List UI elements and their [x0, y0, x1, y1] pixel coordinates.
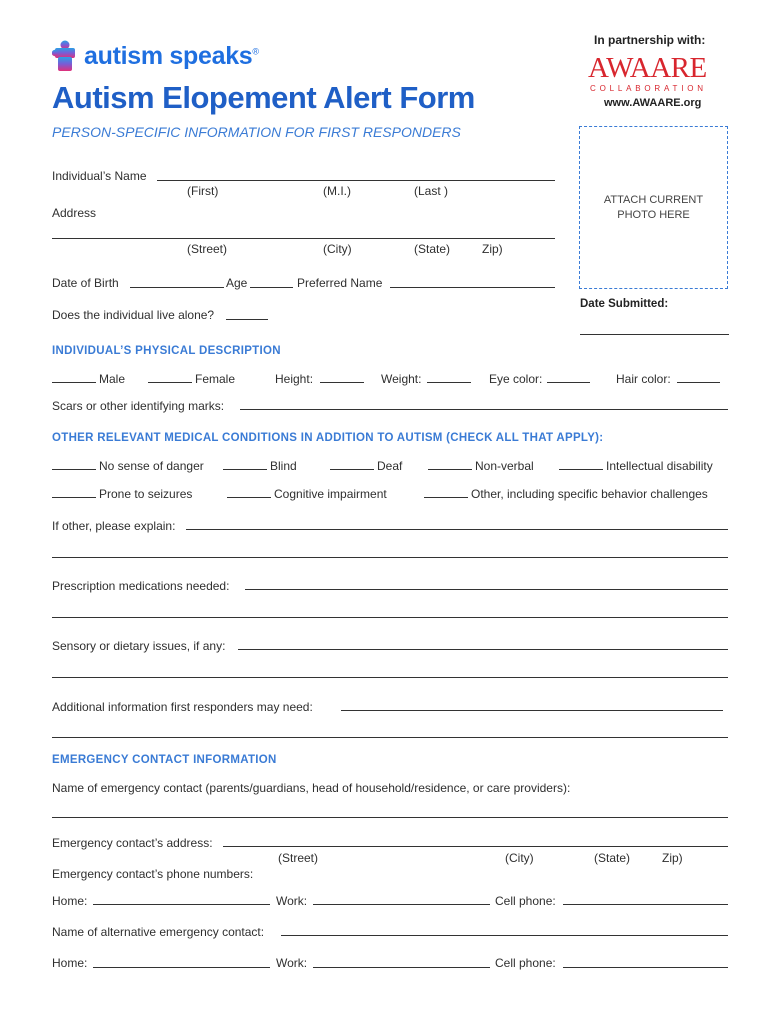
name-first-caption: (First)	[187, 184, 219, 198]
other-behavior-checkbox[interactable]	[424, 497, 468, 498]
deaf-checkbox[interactable]	[330, 469, 374, 470]
sensory-label: Sensory or dietary issues, if any:	[52, 639, 226, 653]
emergency-phones-label: Emergency contact’s phone numbers:	[52, 867, 254, 881]
sensory-field[interactable]	[238, 649, 728, 650]
address-city-caption: (City)	[323, 242, 352, 256]
physical-section-heading: INDIVIDUAL’S PHYSICAL DESCRIPTION	[52, 345, 281, 357]
photo-upload-box[interactable]	[579, 126, 728, 289]
address-label: Address	[52, 206, 97, 220]
male-label: Male	[99, 372, 126, 386]
eye-color-label: Eye color:	[489, 372, 543, 386]
emergency-street-caption: (Street)	[278, 851, 319, 865]
partner-url[interactable]: www.AWAARE.org	[604, 97, 702, 109]
emergency-address-field[interactable]	[223, 846, 728, 847]
emergency-state-caption: (State)	[594, 851, 631, 865]
name-last-caption: (Last )	[414, 184, 449, 198]
alt-contact-field[interactable]	[281, 935, 728, 936]
live-alone-field[interactable]	[226, 319, 268, 320]
hair-color-field[interactable]	[677, 382, 720, 383]
scars-label: Scars or other identifying marks:	[52, 399, 225, 413]
photo-box-text-line1: ATTACH CURRENT	[603, 194, 704, 206]
alt-cell-phone-field[interactable]	[563, 967, 728, 968]
prone-seizures-label: Prone to seizures	[99, 487, 193, 501]
alt-work-phone-field[interactable]	[313, 967, 490, 968]
sensory-field-line2[interactable]	[52, 677, 728, 678]
cognitive-impairment-label: Cognitive impairment	[274, 487, 387, 501]
no-sense-danger-checkbox[interactable]	[52, 469, 96, 470]
intellectual-disability-checkbox[interactable]	[559, 469, 603, 470]
additional-info-field[interactable]	[341, 710, 723, 711]
work-phone-label: Work:	[276, 894, 308, 908]
preferred-name-field[interactable]	[390, 287, 555, 288]
address-zip-caption: Zip)	[482, 242, 503, 256]
additional-info-field-line2[interactable]	[52, 737, 728, 738]
address-street-caption: (Street)	[187, 242, 228, 256]
female-checkbox-line[interactable]	[148, 382, 192, 383]
alt-contact-label: Name of alternative emergency contact:	[52, 925, 265, 939]
alt-cell-phone-label: Cell phone:	[495, 956, 556, 970]
brand-registered-mark: ®	[252, 46, 259, 57]
non-verbal-checkbox[interactable]	[428, 469, 472, 470]
brand-name-text: autism speaks	[84, 42, 253, 70]
form-subtitle: PERSON-SPECIFIC INFORMATION FOR FIRST RESPONDERS	[52, 124, 461, 140]
weight-label: Weight:	[381, 372, 422, 386]
name-field[interactable]	[157, 180, 555, 181]
height-field[interactable]	[320, 382, 364, 383]
other-behavior-label: Other, including specific behavior challenges	[471, 487, 708, 501]
hair-color-label: Hair color:	[616, 372, 671, 386]
emergency-address-label: Emergency contact’s address:	[52, 836, 213, 850]
height-label: Height:	[275, 372, 314, 386]
prescriptions-label: Prescription medications needed:	[52, 579, 230, 593]
brand-name	[84, 42, 259, 71]
address-field[interactable]	[52, 238, 555, 239]
alt-home-phone-field[interactable]	[93, 967, 270, 968]
cell-phone-field[interactable]	[563, 904, 728, 905]
intellectual-disability-label: Intellectual disability	[606, 459, 713, 473]
additional-info-label: Additional information first responders may need:	[52, 700, 313, 714]
home-phone-field[interactable]	[93, 904, 270, 905]
blind-label: Blind	[270, 459, 297, 473]
name-mi-caption: (M.I.)	[323, 184, 351, 198]
emergency-contact-name-label: Name of emergency contact (parents/guardians, head of household/residence, or care providers):	[52, 781, 571, 795]
preferred-name-label: Preferred Name	[297, 276, 383, 290]
deaf-label: Deaf	[377, 459, 403, 473]
puzzle-piece-logo-icon	[52, 40, 78, 72]
emergency-zip-caption: Zip)	[662, 851, 683, 865]
emergency-contact-name-field[interactable]	[52, 817, 728, 818]
live-alone-label: Does the individual live alone?	[52, 308, 215, 322]
cognitive-impairment-checkbox[interactable]	[227, 497, 271, 498]
emergency-city-caption: (City)	[505, 851, 534, 865]
eye-color-field[interactable]	[547, 382, 590, 383]
form-title: Autism Elopement Alert Form	[52, 80, 475, 115]
name-label: Individual’s Name	[52, 169, 147, 183]
partner-intro: In partnership with:	[594, 33, 706, 47]
date-submitted-field[interactable]	[580, 334, 729, 335]
male-checkbox-line[interactable]	[52, 382, 96, 383]
cell-phone-label: Cell phone:	[495, 894, 556, 908]
awaare-logo: AWAARE	[588, 52, 707, 84]
emergency-section-heading: EMERGENCY CONTACT INFORMATION	[52, 754, 277, 766]
no-sense-danger-label: No sense of danger	[99, 459, 204, 473]
medical-section-heading: OTHER RELEVANT MEDICAL CONDITIONS IN ADDITION TO AUTISM (CHECK ALL THAT APPLY):	[52, 432, 604, 444]
work-phone-field[interactable]	[313, 904, 490, 905]
weight-field[interactable]	[427, 382, 471, 383]
date-submitted-label: Date Submitted:	[580, 298, 669, 310]
other-explain-label: If other, please explain:	[52, 519, 176, 533]
prescriptions-field-line2[interactable]	[52, 617, 728, 618]
blind-checkbox[interactable]	[223, 469, 267, 470]
prone-seizures-checkbox[interactable]	[52, 497, 96, 498]
scars-field[interactable]	[240, 409, 728, 410]
other-explain-field[interactable]	[186, 529, 728, 530]
dob-label: Date of Birth	[52, 276, 119, 290]
home-phone-label: Home:	[52, 894, 88, 908]
other-explain-field-line2[interactable]	[52, 557, 728, 558]
awaare-logo-sub: COLLABORATION	[590, 84, 707, 93]
female-label: Female	[195, 372, 236, 386]
age-field[interactable]	[250, 287, 293, 288]
dob-field[interactable]	[130, 287, 224, 288]
alt-home-phone-label: Home:	[52, 956, 88, 970]
age-label: Age	[226, 276, 248, 290]
alt-work-phone-label: Work:	[276, 956, 308, 970]
prescriptions-field[interactable]	[245, 589, 728, 590]
address-state-caption: (State)	[414, 242, 451, 256]
photo-box-text-line2: PHOTO HERE	[617, 209, 690, 221]
non-verbal-label: Non-verbal	[475, 459, 534, 473]
